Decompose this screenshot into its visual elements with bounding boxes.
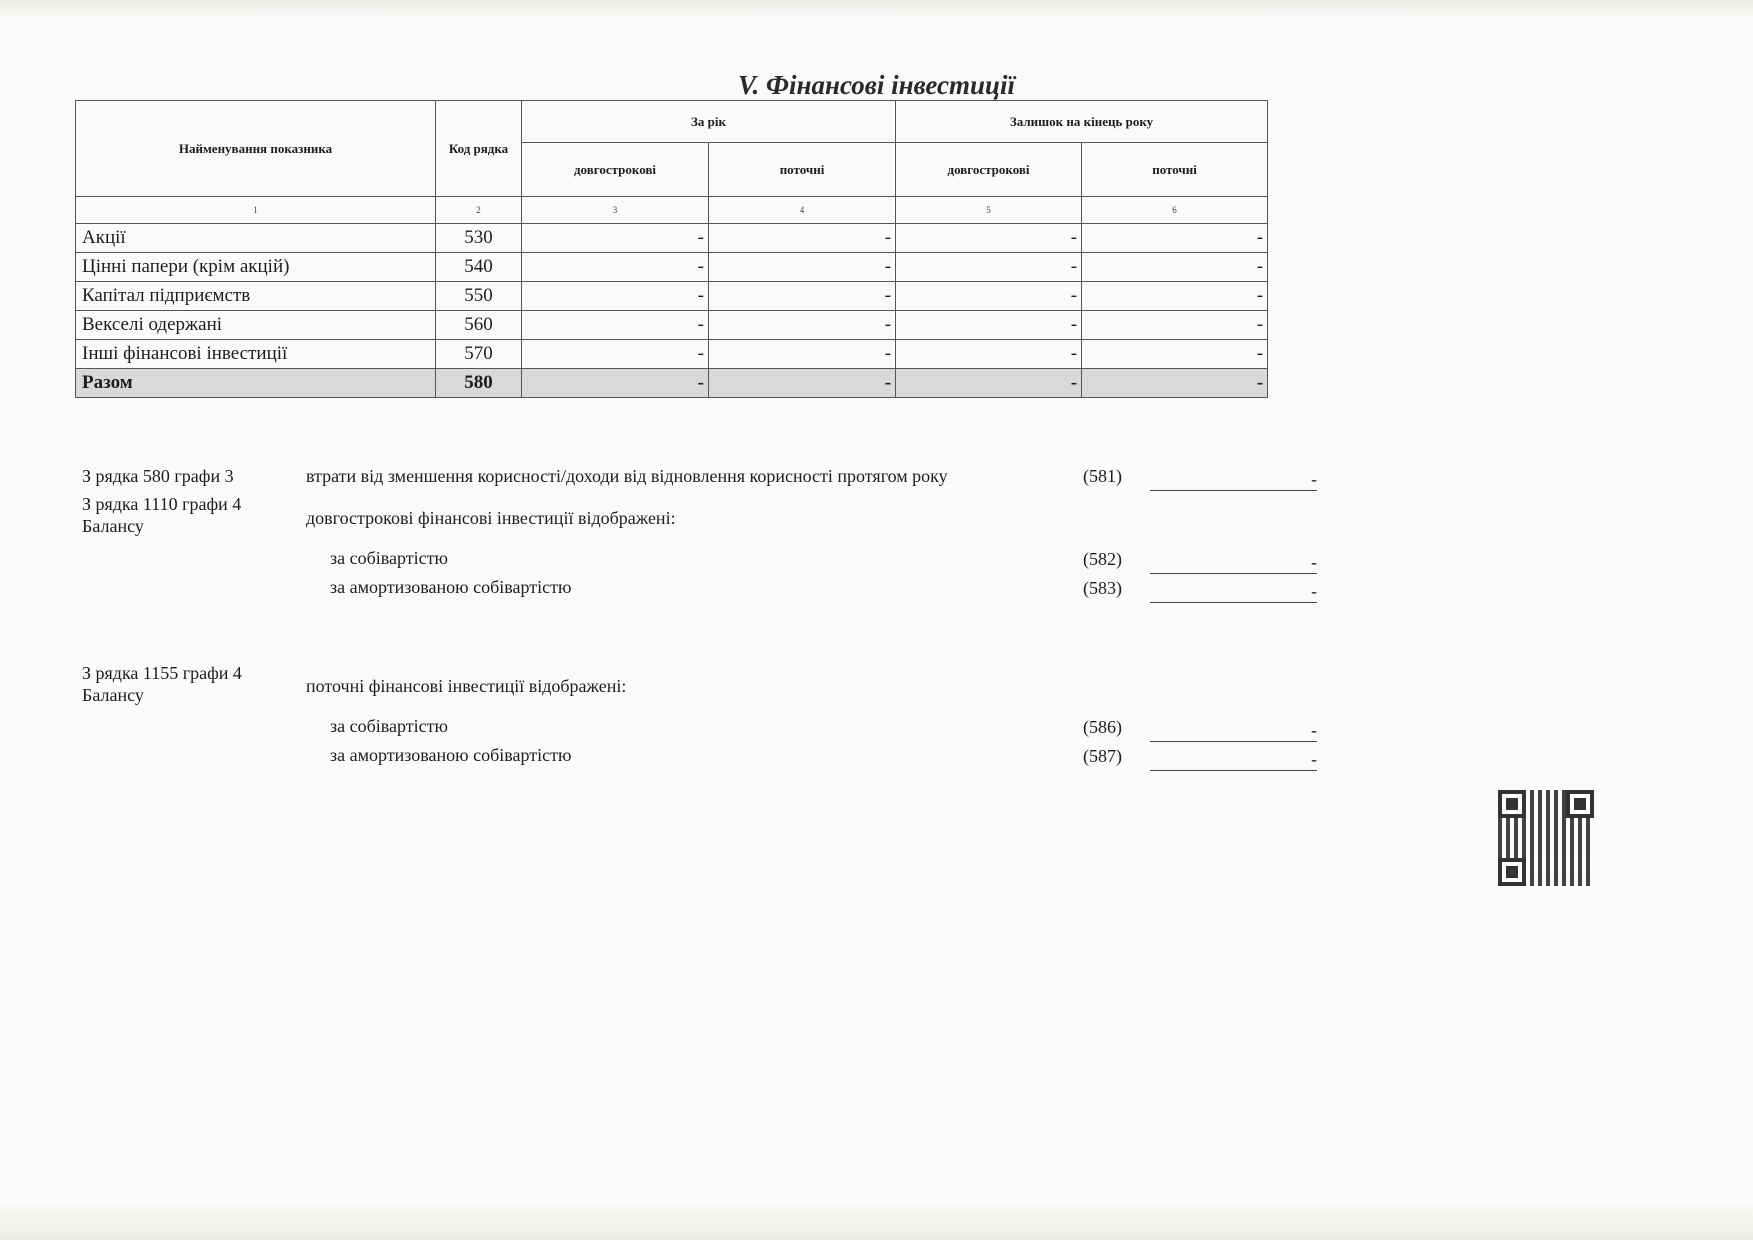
row-value: - (522, 224, 709, 253)
note-581-value: - (1150, 466, 1317, 491)
row-value: - (1082, 369, 1268, 398)
row-value: - (522, 311, 709, 340)
table-row (76, 311, 1268, 340)
row-value: - (709, 311, 896, 340)
row-name: Акції (76, 224, 436, 253)
col-number: 4 (709, 197, 896, 224)
note-587-text: за амортизованою собівартістю (330, 745, 572, 765)
column-number-row (76, 197, 1268, 224)
row-value: - (709, 369, 896, 398)
row-name: Разом (76, 369, 436, 398)
note-582-value: - (1150, 549, 1317, 574)
note-586-code: (586) (1083, 717, 1122, 737)
row-value: - (522, 340, 709, 369)
row-name: Векселі одержані (76, 311, 436, 340)
note-581-code: (581) (1083, 466, 1122, 486)
table-row (76, 340, 1268, 369)
note-583-value: - (1150, 578, 1317, 603)
row-value: - (896, 311, 1082, 340)
header-code: Код рядка (436, 101, 522, 197)
row-value: - (1082, 282, 1268, 311)
row-value: - (522, 369, 709, 398)
note-581-label: З рядка 580 графи 3 (82, 466, 234, 486)
table-row-total (76, 369, 1268, 398)
section-title: V. Фінансові інвестиції (738, 70, 1015, 100)
row-value: - (709, 282, 896, 311)
col-number: 1 (76, 197, 436, 224)
note-587-value: - (1150, 746, 1317, 771)
row-value: - (896, 224, 1082, 253)
note-582-text: за собівартістю (330, 548, 448, 568)
row-value: - (522, 253, 709, 282)
col-number: 2 (436, 197, 522, 224)
header-balance-end-year: Залишок на кінець року (896, 101, 1268, 143)
header-name: Найменування показника (76, 101, 436, 197)
row-code: 550 (436, 282, 522, 311)
row-value: - (896, 369, 1082, 398)
header-current-year: поточні (709, 143, 896, 197)
note-583-code: (583) (1083, 578, 1122, 598)
note-583-text: за амортизованою собівартістю (330, 577, 572, 597)
financial-investments-table (75, 100, 1268, 398)
note-1155-text: поточні фінансові інвестиції відображені: (306, 676, 627, 696)
note-1155-label: З рядка 1155 графи 4 Балансу (82, 663, 242, 705)
row-value: - (709, 253, 896, 282)
note-582-code: (582) (1083, 549, 1122, 569)
row-code: 560 (436, 311, 522, 340)
row-code: 570 (436, 340, 522, 369)
row-name: Інші фінансові інвестиції (76, 340, 436, 369)
note-586-value: - (1150, 717, 1317, 742)
table-row (76, 224, 1268, 253)
row-value: - (709, 224, 896, 253)
row-value: - (1082, 340, 1268, 369)
row-value: - (522, 282, 709, 311)
col-number: 6 (1082, 197, 1268, 224)
row-value: - (1082, 224, 1268, 253)
row-value: - (1082, 253, 1268, 282)
table-row (76, 253, 1268, 282)
note-1110-text: довгострокові фінансові інвестиції відображені: (306, 508, 676, 528)
row-name: Капітал підприємств (76, 282, 436, 311)
note-1110-label: З рядка 1110 графи 4 Балансу (82, 494, 242, 536)
header-long-term-year: довгострокові (522, 143, 709, 197)
row-value: - (709, 340, 896, 369)
col-number: 3 (522, 197, 709, 224)
row-value: - (896, 253, 1082, 282)
note-586-text: за собівартістю (330, 716, 448, 736)
note-581-text: втрати від зменшення корисності/доходи від відновлення корисності протягом року (306, 466, 948, 486)
qr-code-icon (1498, 790, 1594, 886)
note-587-code: (587) (1083, 746, 1122, 766)
header-current-balance: поточні (1082, 143, 1268, 197)
row-value: - (896, 340, 1082, 369)
header-long-term-balance: довгострокові (896, 143, 1082, 197)
row-code: 580 (436, 369, 522, 398)
table-row (76, 282, 1268, 311)
header-for-year: За рік (522, 101, 896, 143)
row-code: 540 (436, 253, 522, 282)
col-number: 5 (896, 197, 1082, 224)
row-code: 530 (436, 224, 522, 253)
row-value: - (896, 282, 1082, 311)
row-value: - (1082, 311, 1268, 340)
row-name: Цінні папери (крім акцій) (76, 253, 436, 282)
